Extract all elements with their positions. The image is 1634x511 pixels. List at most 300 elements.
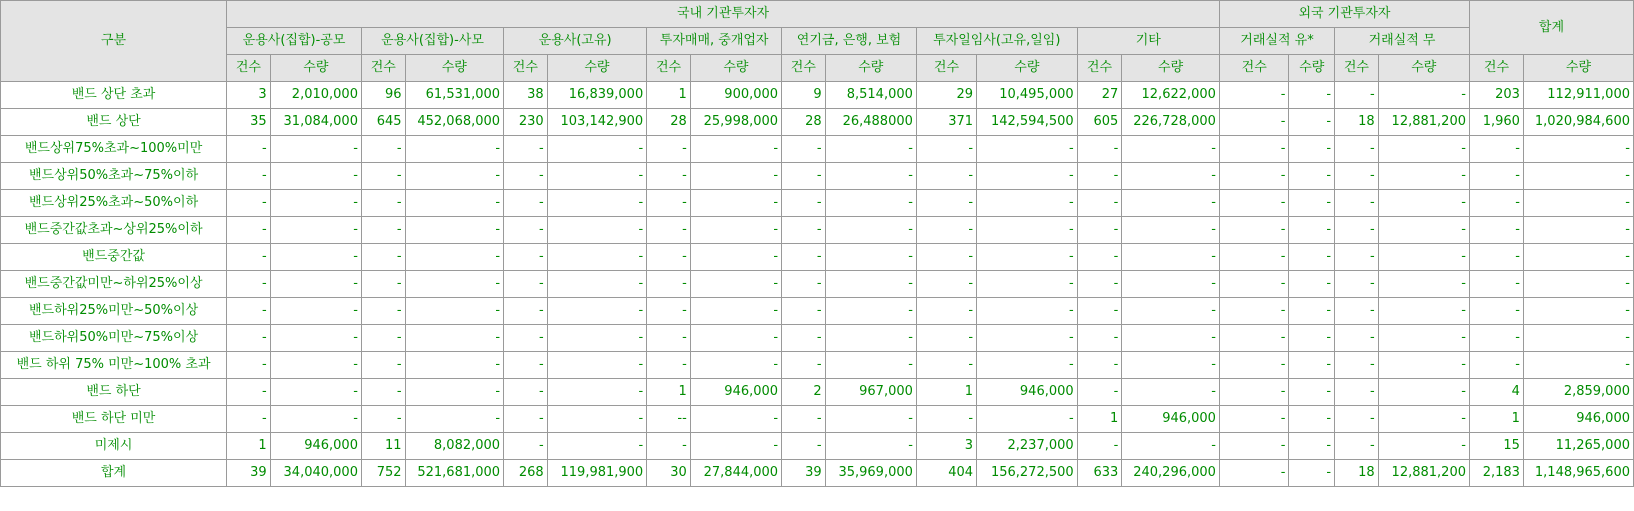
row-label: 밴드중간값초과~상위25%이하 [1, 217, 227, 244]
count-cell: 371 [916, 109, 976, 136]
count-column-header: 건수 [1335, 55, 1379, 82]
category-header: 구분 [1, 1, 227, 82]
count-cell: - [361, 325, 405, 352]
count-cell: - [1077, 217, 1122, 244]
count-cell: - [504, 190, 548, 217]
table-row [1, 352, 1634, 379]
row-label: 합계 [1, 460, 227, 487]
count-cell: - [1219, 163, 1289, 190]
quantity-cell: 967,000 [825, 379, 916, 406]
count-cell: 35 [227, 109, 271, 136]
count-cell: - [647, 217, 691, 244]
count-column-header: 건수 [647, 55, 691, 82]
count-cell: - [916, 352, 976, 379]
count-cell: 203 [1469, 82, 1523, 109]
count-cell: - [647, 163, 691, 190]
quantity-cell: - [825, 271, 916, 298]
count-cell: - [361, 271, 405, 298]
count-cell: 4 [1469, 379, 1523, 406]
quantity-cell: - [1523, 298, 1633, 325]
count-cell: - [1077, 244, 1122, 271]
count-cell: 3 [227, 82, 271, 109]
count-cell: 39 [782, 460, 826, 487]
count-cell: - [916, 136, 976, 163]
quantity-cell: - [1378, 163, 1469, 190]
row-label: 밴드 하위 75% 미만~100% 초과 [1, 352, 227, 379]
quantity-cell: - [547, 217, 647, 244]
count-cell: 2 [782, 379, 826, 406]
count-cell: - [1335, 217, 1379, 244]
count-cell: - [361, 244, 405, 271]
quantity-cell: - [1289, 217, 1335, 244]
quantity-cell: - [405, 379, 504, 406]
group-header: 거래실적 유* [1219, 28, 1334, 55]
table-row [1, 271, 1634, 298]
count-cell: - [647, 352, 691, 379]
quantity-cell: - [270, 217, 361, 244]
count-cell: 15 [1469, 433, 1523, 460]
count-cell: - [1469, 244, 1523, 271]
row-label: 밴드 상단 [1, 109, 227, 136]
quantity-cell: 946,000 [270, 433, 361, 460]
quantity-cell: - [1523, 325, 1633, 352]
count-cell: - [227, 244, 271, 271]
quantity-cell: - [270, 325, 361, 352]
count-cell: - [782, 271, 826, 298]
count-cell: 28 [782, 109, 826, 136]
quantity-cell: - [405, 163, 504, 190]
quantity-cell: - [1289, 406, 1335, 433]
quantity-cell: 946,000 [1523, 406, 1633, 433]
count-cell: - [361, 163, 405, 190]
quantity-cell: - [1378, 433, 1469, 460]
group-header: 연기금, 은행, 보험 [782, 28, 917, 55]
quantity-column-header: 수량 [1378, 55, 1469, 82]
count-cell: - [1469, 217, 1523, 244]
quantity-cell: 8,082,000 [405, 433, 504, 460]
count-cell: 30 [647, 460, 691, 487]
count-cell: - [916, 406, 976, 433]
quantity-cell: - [825, 406, 916, 433]
quantity-cell: - [1378, 82, 1469, 109]
count-cell: - [504, 379, 548, 406]
quantity-cell: 25,998,000 [690, 109, 781, 136]
count-cell: - [227, 217, 271, 244]
count-cell: - [504, 136, 548, 163]
count-cell: - [1219, 244, 1289, 271]
quantity-cell: 26,488000 [825, 109, 916, 136]
quantity-cell: - [1289, 433, 1335, 460]
count-cell: - [782, 163, 826, 190]
quantity-cell: - [1289, 244, 1335, 271]
table-row [1, 82, 1634, 109]
count-cell: - [361, 190, 405, 217]
count-cell: - [647, 433, 691, 460]
count-cell: - [1077, 271, 1122, 298]
count-cell: - [1219, 190, 1289, 217]
count-cell: - [782, 433, 826, 460]
quantity-cell: - [690, 217, 781, 244]
count-cell: - [1335, 190, 1379, 217]
table-row [1, 460, 1634, 487]
count-cell: - [782, 298, 826, 325]
count-cell: 28 [647, 109, 691, 136]
quantity-cell: - [1378, 190, 1469, 217]
count-cell: - [1335, 298, 1379, 325]
count-cell: - [1335, 406, 1379, 433]
count-cell: - [1219, 109, 1289, 136]
quantity-cell: - [1289, 190, 1335, 217]
quantity-cell: - [405, 217, 504, 244]
quantity-cell: 12,881,200 [1378, 109, 1469, 136]
count-cell: - [1077, 190, 1122, 217]
count-cell: 11 [361, 433, 405, 460]
count-cell: - [1077, 298, 1122, 325]
quantity-cell: - [690, 136, 781, 163]
count-cell: - [916, 163, 976, 190]
count-column-header: 건수 [227, 55, 271, 82]
count-cell: - [1219, 325, 1289, 352]
count-cell: - [227, 298, 271, 325]
quantity-cell: - [405, 244, 504, 271]
count-cell: - [782, 325, 826, 352]
quantity-cell: - [1378, 406, 1469, 433]
quantity-column-header: 수량 [1523, 55, 1633, 82]
quantity-cell: - [1378, 136, 1469, 163]
count-cell: - [504, 406, 548, 433]
quantity-cell: 2,859,000 [1523, 379, 1633, 406]
quantity-cell: 10,495,000 [977, 82, 1078, 109]
count-cell: - [1219, 460, 1289, 487]
count-cell: - [504, 433, 548, 460]
quantity-cell: - [690, 298, 781, 325]
table-row [1, 244, 1634, 271]
quantity-cell: - [1289, 352, 1335, 379]
quantity-cell: - [1122, 352, 1220, 379]
count-cell: - [1335, 82, 1379, 109]
quantity-cell: - [1289, 136, 1335, 163]
quantity-cell: - [977, 298, 1078, 325]
count-column-header: 건수 [916, 55, 976, 82]
quantity-cell: - [1289, 271, 1335, 298]
quantity-cell: - [1122, 136, 1220, 163]
quantity-cell: - [690, 433, 781, 460]
quantity-cell: 11,265,000 [1523, 433, 1633, 460]
quantity-cell: - [825, 433, 916, 460]
count-cell: 752 [361, 460, 405, 487]
quantity-cell: - [977, 325, 1078, 352]
count-cell: - [504, 271, 548, 298]
quantity-column-header: 수량 [1122, 55, 1220, 82]
count-cell: - [504, 217, 548, 244]
quantity-cell: - [1523, 136, 1633, 163]
quantity-cell: - [1378, 298, 1469, 325]
count-column-header: 건수 [1219, 55, 1289, 82]
count-cell: - [1335, 433, 1379, 460]
count-cell: - [1077, 136, 1122, 163]
quantity-cell: - [1378, 244, 1469, 271]
count-cell: - [1335, 163, 1379, 190]
quantity-cell: 12,881,200 [1378, 460, 1469, 487]
quantity-cell: - [405, 190, 504, 217]
count-cell: 268 [504, 460, 548, 487]
quantity-column-header: 수량 [547, 55, 647, 82]
quantity-cell: - [270, 271, 361, 298]
table-row [1, 406, 1634, 433]
count-cell: - [1219, 136, 1289, 163]
quantity-cell: - [977, 271, 1078, 298]
quantity-cell: - [825, 163, 916, 190]
quantity-cell: - [547, 298, 647, 325]
table-row [1, 109, 1634, 136]
quantity-cell: - [1378, 271, 1469, 298]
table-row [1, 163, 1634, 190]
table-row [1, 190, 1634, 217]
quantity-cell: 946,000 [977, 379, 1078, 406]
count-cell: - [782, 352, 826, 379]
group-header: 투자일임사(고유,일임) [916, 28, 1077, 55]
count-cell: 3 [916, 433, 976, 460]
row-label: 밴드하위25%미만~50%이상 [1, 298, 227, 325]
quantity-cell: - [690, 352, 781, 379]
foreign-investors-header: 외국 기관투자자 [1219, 1, 1469, 28]
count-cell: 1,960 [1469, 109, 1523, 136]
quantity-cell: - [405, 271, 504, 298]
count-cell: - [647, 190, 691, 217]
count-cell: - [1469, 163, 1523, 190]
quantity-cell: - [977, 136, 1078, 163]
count-cell: - [1469, 136, 1523, 163]
quantity-cell: - [690, 406, 781, 433]
count-cell: - [647, 244, 691, 271]
quantity-cell: - [825, 298, 916, 325]
quantity-cell: - [547, 190, 647, 217]
table-row [1, 298, 1634, 325]
count-cell: - [916, 298, 976, 325]
row-label: 밴드상위25%초과~50%이하 [1, 190, 227, 217]
quantity-cell: - [1122, 325, 1220, 352]
count-cell: - [227, 136, 271, 163]
quantity-cell: - [977, 190, 1078, 217]
count-cell: 9 [782, 82, 826, 109]
count-cell: - [1335, 352, 1379, 379]
count-cell: - [1077, 163, 1122, 190]
quantity-cell: - [270, 406, 361, 433]
quantity-cell: - [977, 406, 1078, 433]
quantity-column-header: 수량 [977, 55, 1078, 82]
quantity-cell: - [1122, 379, 1220, 406]
quantity-cell: - [405, 352, 504, 379]
quantity-cell: - [825, 136, 916, 163]
quantity-cell: - [1378, 352, 1469, 379]
quantity-cell: - [1378, 217, 1469, 244]
count-cell: - [647, 298, 691, 325]
quantity-cell: - [1122, 298, 1220, 325]
count-cell: 2,183 [1469, 460, 1523, 487]
count-cell: - [361, 136, 405, 163]
quantity-cell: - [270, 298, 361, 325]
count-cell: 605 [1077, 109, 1122, 136]
quantity-cell: 27,844,000 [690, 460, 781, 487]
quantity-cell: 946,000 [1122, 406, 1220, 433]
quantity-cell: - [405, 298, 504, 325]
count-cell: - [1219, 433, 1289, 460]
quantity-cell: - [1523, 217, 1633, 244]
count-cell: - [1077, 325, 1122, 352]
quantity-cell: - [825, 190, 916, 217]
count-cell: - [361, 298, 405, 325]
count-cell: - [916, 190, 976, 217]
quantity-cell: - [1523, 271, 1633, 298]
count-cell: 1 [1469, 406, 1523, 433]
group-header: 거래실적 무 [1335, 28, 1470, 55]
count-cell: - [227, 406, 271, 433]
quantity-cell: - [270, 190, 361, 217]
count-cell: - [647, 136, 691, 163]
quantity-cell: - [825, 325, 916, 352]
count-cell: - [361, 379, 405, 406]
table-row [1, 136, 1634, 163]
count-cell: 39 [227, 460, 271, 487]
count-cell: - [647, 271, 691, 298]
row-label: 미제시 [1, 433, 227, 460]
domestic-investors-header: 국내 기관투자자 [227, 1, 1220, 28]
quantity-cell: - [1378, 325, 1469, 352]
quantity-cell: - [690, 244, 781, 271]
count-column-header: 건수 [1469, 55, 1523, 82]
quantity-cell: 16,839,000 [547, 82, 647, 109]
quantity-column-header: 수량 [270, 55, 361, 82]
table-row [1, 379, 1634, 406]
quantity-cell: - [1122, 244, 1220, 271]
quantity-cell: 119,981,900 [547, 460, 647, 487]
count-cell: - [1335, 379, 1379, 406]
quantity-column-header: 수량 [405, 55, 504, 82]
quantity-cell: - [1289, 298, 1335, 325]
quantity-cell: - [977, 163, 1078, 190]
quantity-cell: 156,272,500 [977, 460, 1078, 487]
count-cell: - [1077, 379, 1122, 406]
table-row [1, 433, 1634, 460]
quantity-cell: - [1122, 163, 1220, 190]
count-cell: - [782, 217, 826, 244]
count-cell: 1 [647, 379, 691, 406]
row-label: 밴드 하단 미만 [1, 406, 227, 433]
count-cell: -- [647, 406, 691, 433]
group-header: 투자매매, 중개업자 [647, 28, 782, 55]
quantity-cell: 142,594,500 [977, 109, 1078, 136]
quantity-cell: - [270, 352, 361, 379]
count-cell: - [1219, 406, 1289, 433]
group-header: 운용사(고유) [504, 28, 647, 55]
table-row [1, 217, 1634, 244]
row-label: 밴드중간값미만~하위25%이상 [1, 271, 227, 298]
quantity-cell: - [1378, 379, 1469, 406]
quantity-cell: 521,681,000 [405, 460, 504, 487]
count-cell: - [227, 352, 271, 379]
group-header: 기타 [1077, 28, 1219, 55]
quantity-cell: - [1122, 433, 1220, 460]
quantity-cell: - [1523, 352, 1633, 379]
quantity-cell: - [825, 352, 916, 379]
quantity-cell: - [270, 379, 361, 406]
quantity-cell: - [1523, 163, 1633, 190]
quantity-cell: - [547, 379, 647, 406]
count-cell: - [1219, 379, 1289, 406]
count-cell: - [1335, 271, 1379, 298]
quantity-cell: 240,296,000 [1122, 460, 1220, 487]
count-column-header: 건수 [782, 55, 826, 82]
quantity-cell: 226,728,000 [1122, 109, 1220, 136]
row-label: 밴드 상단 초과 [1, 82, 227, 109]
quantity-cell: - [1289, 109, 1335, 136]
quantity-cell: - [547, 352, 647, 379]
count-cell: - [504, 298, 548, 325]
quantity-cell: 1,020,984,600 [1523, 109, 1633, 136]
count-cell: - [1219, 298, 1289, 325]
count-cell: - [1469, 325, 1523, 352]
quantity-cell: 900,000 [690, 82, 781, 109]
count-cell: - [504, 163, 548, 190]
quantity-cell: - [270, 244, 361, 271]
count-cell: - [227, 325, 271, 352]
quantity-cell: 12,622,000 [1122, 82, 1220, 109]
count-cell: - [1219, 352, 1289, 379]
quantity-cell: - [690, 190, 781, 217]
count-cell: - [227, 379, 271, 406]
quantity-cell: - [547, 244, 647, 271]
count-cell: 633 [1077, 460, 1122, 487]
count-cell: - [782, 244, 826, 271]
count-cell: 1 [647, 82, 691, 109]
row-label: 밴드중간값 [1, 244, 227, 271]
count-cell: 1 [1077, 406, 1122, 433]
count-cell: - [1077, 433, 1122, 460]
group-header: 운용사(집합)-공모 [227, 28, 362, 55]
quantity-cell: - [1122, 190, 1220, 217]
quantity-cell: 31,084,000 [270, 109, 361, 136]
count-cell: 96 [361, 82, 405, 109]
quantity-cell: - [405, 325, 504, 352]
quantity-cell: 61,531,000 [405, 82, 504, 109]
quantity-cell: - [977, 244, 1078, 271]
count-cell: - [504, 352, 548, 379]
count-cell: - [1219, 271, 1289, 298]
count-cell: 18 [1335, 460, 1379, 487]
count-cell: - [782, 190, 826, 217]
quantity-cell: - [270, 163, 361, 190]
quantity-cell: - [547, 271, 647, 298]
quantity-cell: - [1289, 379, 1335, 406]
quantity-cell: 8,514,000 [825, 82, 916, 109]
count-cell: - [1469, 190, 1523, 217]
count-cell: - [1219, 82, 1289, 109]
count-cell: - [504, 325, 548, 352]
quantity-cell: - [405, 136, 504, 163]
quantity-cell: 1,148,965,600 [1523, 460, 1633, 487]
count-cell: - [1469, 271, 1523, 298]
quantity-cell: 112,911,000 [1523, 82, 1633, 109]
count-column-header: 건수 [361, 55, 405, 82]
count-cell: - [1219, 217, 1289, 244]
quantity-cell: - [547, 325, 647, 352]
count-cell: - [227, 190, 271, 217]
quantity-cell: - [547, 406, 647, 433]
quantity-cell: - [1289, 325, 1335, 352]
quantity-cell: - [1523, 244, 1633, 271]
quantity-cell: - [270, 136, 361, 163]
quantity-cell: 2,010,000 [270, 82, 361, 109]
